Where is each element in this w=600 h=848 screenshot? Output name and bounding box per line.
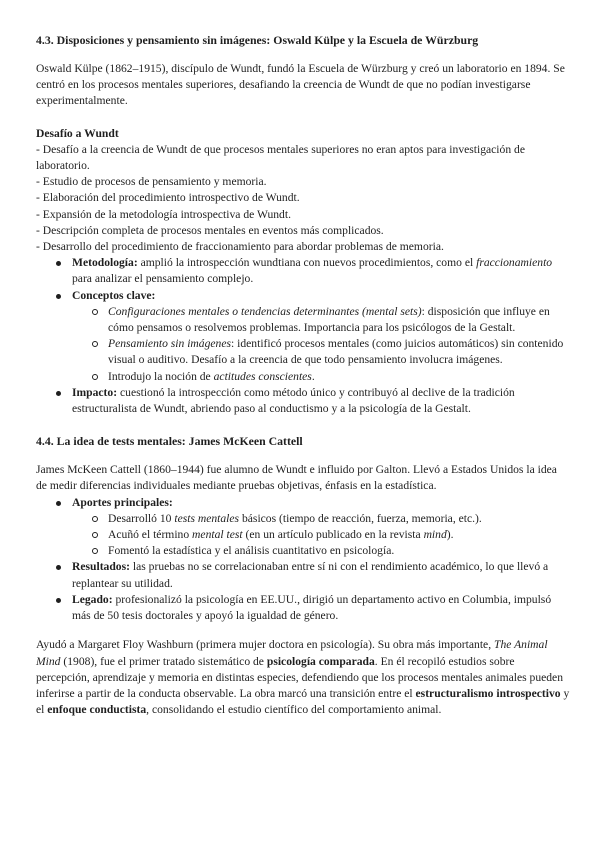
- washburn-text-3: . En él recopiló estudios sobre percepción, aprendizaje y memoria en distintas especies, defendiendo que los procesos mentales animales pueden inferirse a partir de la conducta observable. La obra marcó una transición entre el: [36, 654, 564, 700]
- washburn-paragraph: [36, 637, 570, 718]
- methodology-text-end: para analizar el pensamiento complejo.: [72, 272, 254, 286]
- sublist-item-mental-tests: [72, 511, 570, 527]
- sublist-item-conscious-attitudes: [72, 369, 570, 385]
- list-item-impact: [36, 385, 570, 417]
- statistics-text: Fomentó la estadística y el análisis cuantitativo en psicología.: [108, 544, 395, 558]
- challenge-title: Desafío a Wundt: [36, 126, 119, 140]
- results-text: las pruebas no se correlacionaban entre sí ni con el rendimiento académico, lo que llevó a replantear su utilidad.: [72, 560, 549, 590]
- mental-sets-text: : disposición que influye en cómo pensamos o resolvemos problemas. Importancia para los psicólogos de la Gestalt.: [108, 304, 550, 335]
- conscious-attitudes-term: actitudes conscientes: [213, 369, 312, 383]
- cattell-bullet-list: [36, 495, 570, 625]
- legacy-text: profesionalizó la psicología en EE.UU., dirigió un departamento activo en Columbia, impulsó más de 50 tesis doctorales y apoyó la igualdad de género.: [72, 592, 552, 623]
- key-concepts-sublist: [72, 304, 570, 385]
- washburn-text-2: (1908), fue el primer tratado sistemático de: [63, 654, 264, 668]
- challenge-item: - Desarrollo del procedimiento de fraccionamiento para abordar problemas de memoria.: [36, 240, 444, 254]
- coined-text-mid: (en un artículo publicado en la revista: [245, 528, 421, 542]
- imageless-thought-term: Pensamiento sin imágenes: [108, 337, 232, 351]
- mental-sets-term: Configuraciones mentales o tendencias determinantes (mental sets): [108, 304, 422, 318]
- mind-journal-term: mind: [423, 528, 447, 542]
- list-item-contributions: [36, 495, 570, 560]
- tests-text-end: básicos (tiempo de reacción, fuerza, memoria, etc.).: [241, 511, 482, 525]
- methodology-text: amplió la introspección wundtiana con nuevos procedimientos, como el: [140, 256, 474, 270]
- list-item-key-concepts: [36, 288, 570, 385]
- contributions-label: Aportes principales:: [72, 495, 173, 509]
- challenge-item: - Descripción completa de procesos mentales en eventos más complicados.: [36, 223, 384, 237]
- key-concepts-label: Conceptos clave:: [72, 288, 156, 302]
- imageless-thought-text: : identificó procesos mentales (como juicios automáticos) sin contenido visual o auditivo. Desafío a la creencia de que todo pensamiento involucra imágenes.: [108, 337, 564, 367]
- results-label: Resultados:: [72, 560, 130, 574]
- tests-text: Desarrolló 10: [108, 511, 172, 525]
- list-item-results: [36, 559, 570, 591]
- washburn-text-5: , consolidando el estudio científico del comportamiento animal.: [146, 703, 442, 717]
- document-content: [36, 32, 570, 718]
- coined-text-end: ).: [446, 528, 454, 542]
- list-item-legacy: [36, 592, 570, 624]
- section-heading-4-3: 4.3. Disposiciones y pensamiento sin imágenes: Oswald Külpe y la Escuela de Würzburg: [36, 33, 479, 47]
- challenge-item: - Expansión de la metodología introspectiva de Wundt.: [36, 207, 291, 221]
- comparative-psychology-term: psicología comparada: [266, 654, 375, 668]
- kulpe-intro-paragraph: Oswald Külpe (1862–1915), discípulo de Wundt, fundó la Escuela de Würzburg y creó un laboratorio en 1894. Se centró en los procesos mentales superiores, desafiando la creencia de Wundt de que no podían investigarse experimentalmente.: [36, 62, 565, 108]
- challenge-block: [36, 126, 570, 256]
- conscious-attitudes-text: Introdujo la noción de: [108, 369, 211, 383]
- impact-text: cuestionó la introspección como método único y contribuyó al declive de la tradición estructuralista de Wundt, abriendo paso al conductismo y a la psicología de la Gestalt.: [72, 385, 515, 416]
- sublist-item-mental-sets: [72, 304, 570, 336]
- challenge-item: - Estudio de procesos de pensamiento y memoria.: [36, 175, 267, 189]
- washburn-text-1: Ayudó a Margaret Floy Washburn (primera mujer doctora en psicología). Su obra más importante,: [36, 638, 492, 652]
- challenge-item: - Elaboración del procedimiento introspectivo de Wundt.: [36, 191, 300, 205]
- sublist-item-imageless-thought: [72, 336, 570, 368]
- introspective-structuralism-term: estructuralismo introspectivo: [415, 686, 561, 700]
- coined-text: Acuñó el término: [108, 528, 190, 542]
- sublist-item-mental-test-term: [72, 527, 570, 543]
- methodology-label: Metodología:: [72, 256, 138, 270]
- impact-label: Impacto:: [72, 385, 118, 399]
- kulpe-bullet-list: [36, 255, 570, 417]
- washburn-text-4: y el: [36, 686, 570, 717]
- conscious-attitudes-end: .: [311, 369, 315, 383]
- section-heading-4-4: 4.4. La idea de tests mentales: James McKeen Cattell: [36, 434, 303, 449]
- challenge-item: - Desafío a la creencia de Wundt de que procesos mentales superiores no eran aptos para investigación de laboratorio.: [36, 142, 525, 173]
- legacy-label: Legado:: [72, 592, 113, 606]
- mental-test-term: mental test: [192, 528, 243, 542]
- behaviorist-approach-term: enfoque conductista: [47, 703, 147, 717]
- animal-mind-title: The Animal Mind: [36, 638, 548, 668]
- cattell-intro-paragraph: James McKeen Cattell (1860–1944) fue alumno de Wundt e influido por Galton. Llevó a Estados Unidos la idea de medir diferencias individuales mediante pruebas objetivas, énfasis en la estadística.: [36, 463, 557, 493]
- fractionation-term: fraccionamiento: [476, 256, 553, 270]
- contributions-sublist: [72, 511, 570, 560]
- sublist-item-statistics: [72, 543, 570, 559]
- list-item-methodology: [36, 255, 570, 287]
- mental-tests-term: tests mentales: [174, 511, 240, 525]
